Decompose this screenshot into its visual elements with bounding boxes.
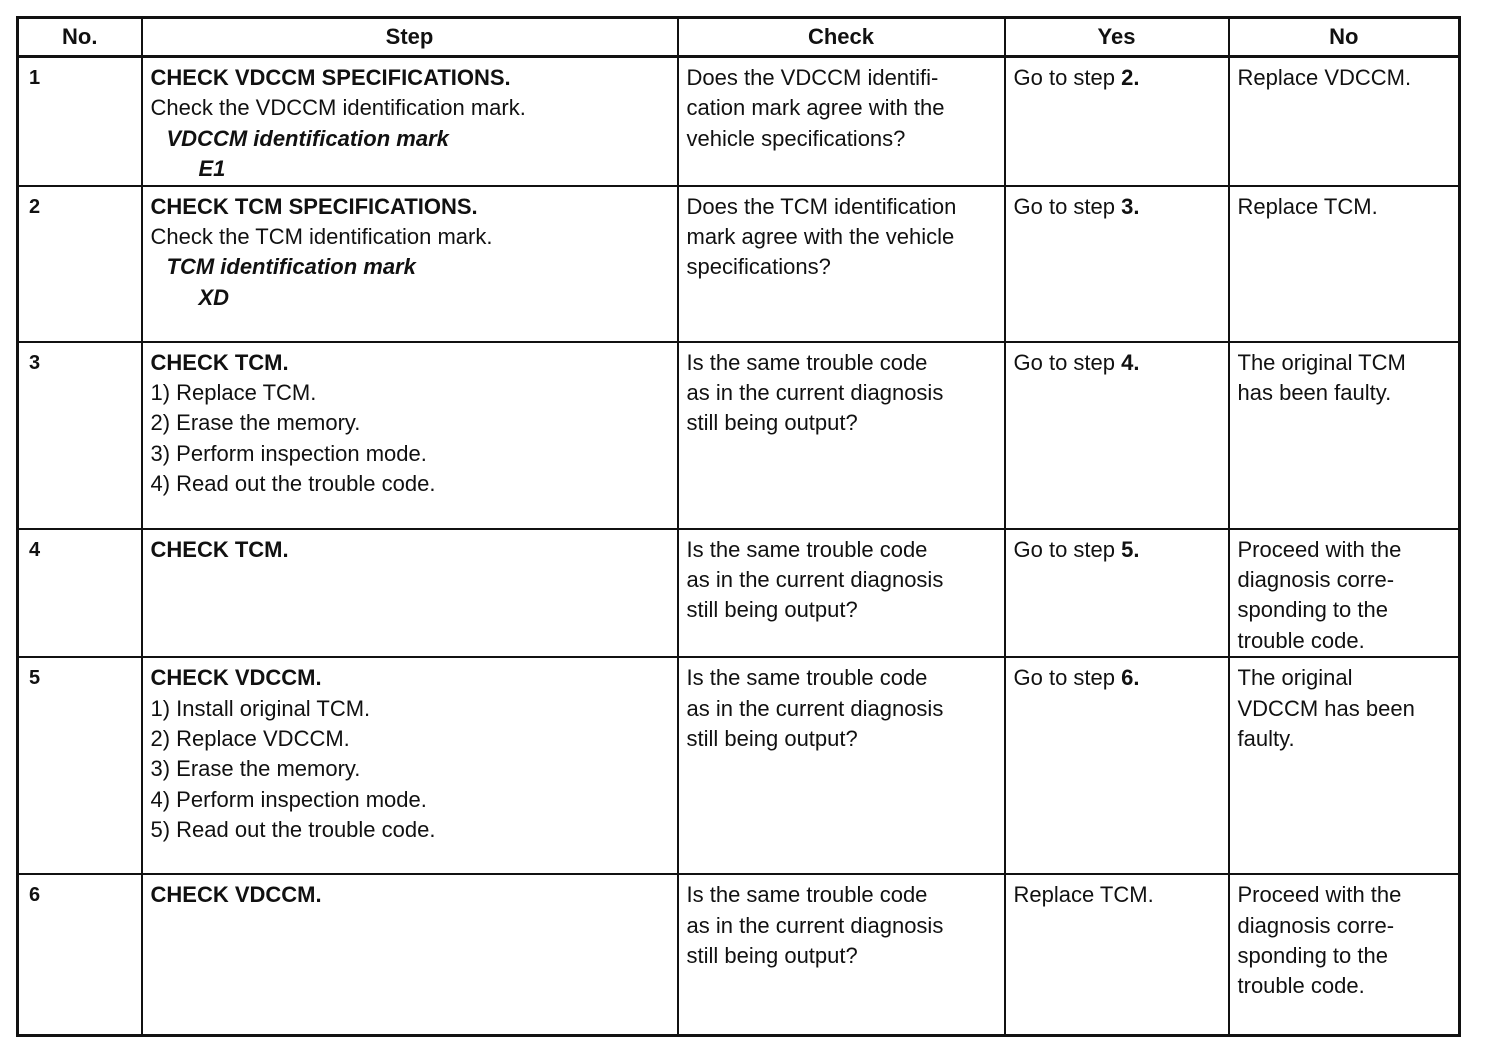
step-cell-content bbox=[143, 530, 677, 565]
check-question-line: Is the same trouble code bbox=[686, 665, 928, 691]
step-cell-content bbox=[143, 875, 677, 910]
no-cell-content bbox=[1230, 187, 1459, 222]
step-title: CHECK VDCCM. bbox=[150, 882, 322, 908]
table-body bbox=[18, 57, 1460, 1036]
yes-cell bbox=[1005, 342, 1229, 529]
yes-step-number: 2. bbox=[1121, 65, 1140, 90]
no-cell-content bbox=[1230, 343, 1459, 409]
step-cell-content bbox=[143, 343, 677, 500]
yes-cell bbox=[1005, 874, 1229, 1035]
no-cell bbox=[1229, 57, 1460, 186]
no-cell-content bbox=[1230, 875, 1459, 1002]
no-action-line: The original bbox=[1237, 665, 1353, 691]
header-step: Step bbox=[142, 18, 678, 57]
check-question-line: still being output? bbox=[686, 943, 858, 969]
yes-step-number: 5. bbox=[1121, 536, 1140, 562]
step-number-cell-content: 6 bbox=[29, 884, 41, 907]
check-cell bbox=[678, 57, 1005, 186]
check-question-line: as in the current diagnosis bbox=[686, 380, 944, 406]
step-number-cell bbox=[18, 186, 142, 342]
no-action-line: trouble code. bbox=[1237, 627, 1365, 653]
check-question-line: still being output? bbox=[686, 410, 858, 436]
no-cell bbox=[1229, 657, 1460, 874]
check-question-line: specifications? bbox=[686, 254, 831, 280]
header-yes: Yes bbox=[1005, 18, 1229, 57]
yes-cell bbox=[1005, 529, 1229, 658]
check-question-line: Does the TCM identification bbox=[686, 193, 957, 219]
step-cell-content bbox=[143, 658, 677, 845]
step-number-cell-content: 2 bbox=[29, 195, 41, 218]
step-number-cell bbox=[18, 657, 142, 874]
step-instruction: 3) Erase the memory. bbox=[150, 756, 361, 782]
yes-action-text: Go to step bbox=[1013, 536, 1122, 562]
no-action-line: Proceed with the bbox=[1237, 882, 1402, 908]
step-number-cell-content: 3 bbox=[29, 351, 41, 374]
check-cell-content bbox=[679, 875, 1004, 971]
step-number-cell bbox=[18, 529, 142, 658]
step-title: CHECK TCM. bbox=[150, 536, 289, 562]
check-question-line: still being output? bbox=[686, 597, 858, 623]
check-question-line: Does the VDCCM identifi- bbox=[686, 65, 939, 90]
step-cell bbox=[142, 874, 678, 1035]
no-cell bbox=[1229, 342, 1460, 529]
yes-cell bbox=[1005, 186, 1229, 342]
check-cell bbox=[678, 657, 1005, 874]
step-title: CHECK TCM SPECIFICATIONS. bbox=[150, 193, 478, 219]
table-row bbox=[18, 529, 1460, 658]
step-title: CHECK VDCCM. bbox=[150, 665, 322, 691]
step-number-cell bbox=[18, 874, 142, 1035]
header-check: Check bbox=[678, 18, 1005, 57]
table-row bbox=[18, 186, 1460, 342]
table-row bbox=[18, 57, 1460, 186]
check-question-line: Is the same trouble code bbox=[686, 536, 928, 562]
no-action-line: trouble code. bbox=[1237, 973, 1365, 999]
no-cell bbox=[1229, 874, 1460, 1035]
check-question-line: vehicle specifications? bbox=[686, 125, 906, 151]
no-cell-content bbox=[1230, 530, 1459, 657]
step-cell bbox=[142, 57, 678, 186]
step-instruction: 2) Replace VDCCM. bbox=[150, 726, 350, 752]
no-action-line: The original TCM bbox=[1237, 349, 1406, 375]
check-cell bbox=[678, 186, 1005, 342]
step-cell-content bbox=[143, 58, 677, 185]
yes-step-number: 3. bbox=[1121, 193, 1140, 219]
yes-action-text: Go to step bbox=[1013, 65, 1122, 90]
yes-cell-content bbox=[1006, 658, 1228, 693]
check-cell bbox=[678, 342, 1005, 529]
check-question-line: cation mark agree with the bbox=[686, 95, 945, 121]
step-instruction: 1) Replace TCM. bbox=[150, 380, 317, 406]
step-instruction: 2) Erase the memory. bbox=[150, 410, 361, 436]
table-row bbox=[18, 874, 1460, 1035]
yes-cell-content bbox=[1006, 343, 1228, 378]
no-action-line: Proceed with the bbox=[1237, 536, 1402, 562]
header-no-result: No bbox=[1229, 18, 1460, 57]
check-cell-content bbox=[679, 187, 1004, 283]
no-cell bbox=[1229, 529, 1460, 658]
yes-action-text: Go to step bbox=[1013, 193, 1122, 219]
no-cell-content bbox=[1230, 658, 1459, 754]
no-action-line: has been faulty. bbox=[1237, 380, 1392, 406]
diagnosis-table bbox=[16, 16, 1461, 1037]
step-instruction: 1) Install original TCM. bbox=[150, 695, 371, 721]
spec-label: VDCCM identification mark bbox=[166, 125, 449, 151]
no-action-line: sponding to the bbox=[1237, 943, 1388, 969]
check-cell-content bbox=[679, 658, 1004, 754]
step-cell bbox=[142, 342, 678, 529]
step-instruction: 4) Perform inspection mode. bbox=[150, 786, 427, 812]
spec-value: XD bbox=[198, 284, 230, 310]
header-no: No. bbox=[18, 18, 142, 57]
check-question-line: as in the current diagnosis bbox=[686, 695, 944, 721]
step-instruction: Check the TCM identification mark. bbox=[150, 224, 493, 250]
step-number-cell bbox=[18, 342, 142, 529]
table-header-row bbox=[18, 18, 1460, 57]
no-action-line: VDCCM has been bbox=[1237, 695, 1415, 721]
check-cell bbox=[678, 529, 1005, 658]
step-instruction: 5) Read out the trouble code. bbox=[150, 817, 436, 843]
step-instruction: Check the VDCCM identification mark. bbox=[150, 95, 526, 121]
no-action-line: sponding to the bbox=[1237, 597, 1388, 623]
step-title: CHECK VDCCM SPECIFICATIONS. bbox=[150, 65, 511, 90]
table-row bbox=[18, 657, 1460, 874]
no-action-line: Replace TCM. bbox=[1237, 193, 1378, 219]
no-action-line: Replace VDCCM. bbox=[1237, 65, 1412, 90]
no-cell bbox=[1229, 186, 1460, 342]
step-number-cell bbox=[18, 57, 142, 186]
step-number-cell-content: 5 bbox=[29, 667, 41, 690]
check-cell-content bbox=[679, 530, 1004, 626]
check-cell-content bbox=[679, 343, 1004, 439]
check-question-line: as in the current diagnosis bbox=[686, 567, 944, 593]
spec-value: E1 bbox=[198, 156, 226, 182]
step-cell bbox=[142, 186, 678, 342]
yes-action-text: Go to step bbox=[1013, 349, 1122, 375]
step-instruction: 4) Read out the trouble code. bbox=[150, 471, 436, 497]
yes-cell-content bbox=[1006, 875, 1228, 910]
yes-cell bbox=[1005, 657, 1229, 874]
yes-action-text: Go to step bbox=[1013, 665, 1122, 691]
step-instruction: 3) Perform inspection mode. bbox=[150, 440, 427, 466]
step-cell-content bbox=[143, 187, 677, 314]
yes-step-number: 4. bbox=[1121, 349, 1140, 375]
no-action-line: diagnosis corre- bbox=[1237, 912, 1395, 938]
yes-step-number: 6. bbox=[1121, 665, 1140, 691]
spec-label: TCM identification mark bbox=[166, 254, 416, 280]
no-action-line: diagnosis corre- bbox=[1237, 567, 1395, 593]
step-number-cell-content: 1 bbox=[29, 67, 41, 89]
yes-cell-content bbox=[1006, 58, 1228, 93]
no-action-line: faulty. bbox=[1237, 726, 1295, 752]
yes-cell bbox=[1005, 57, 1229, 186]
check-question-line: still being output? bbox=[686, 726, 858, 752]
yes-cell-content bbox=[1006, 530, 1228, 565]
step-title: CHECK TCM. bbox=[150, 349, 289, 375]
check-cell bbox=[678, 874, 1005, 1035]
check-question-line: Is the same trouble code bbox=[686, 349, 928, 375]
step-cell bbox=[142, 657, 678, 874]
check-question-line: Is the same trouble code bbox=[686, 882, 928, 908]
step-number-cell-content: 4 bbox=[29, 538, 41, 561]
check-question-line: mark agree with the vehicle bbox=[686, 224, 955, 250]
table-row bbox=[18, 342, 1460, 529]
check-question-line: as in the current diagnosis bbox=[686, 912, 944, 938]
check-cell-content bbox=[679, 58, 1004, 154]
step-cell bbox=[142, 529, 678, 658]
yes-action-text: Replace TCM. bbox=[1013, 882, 1154, 908]
yes-cell-content bbox=[1006, 187, 1228, 222]
no-cell-content bbox=[1230, 58, 1459, 93]
